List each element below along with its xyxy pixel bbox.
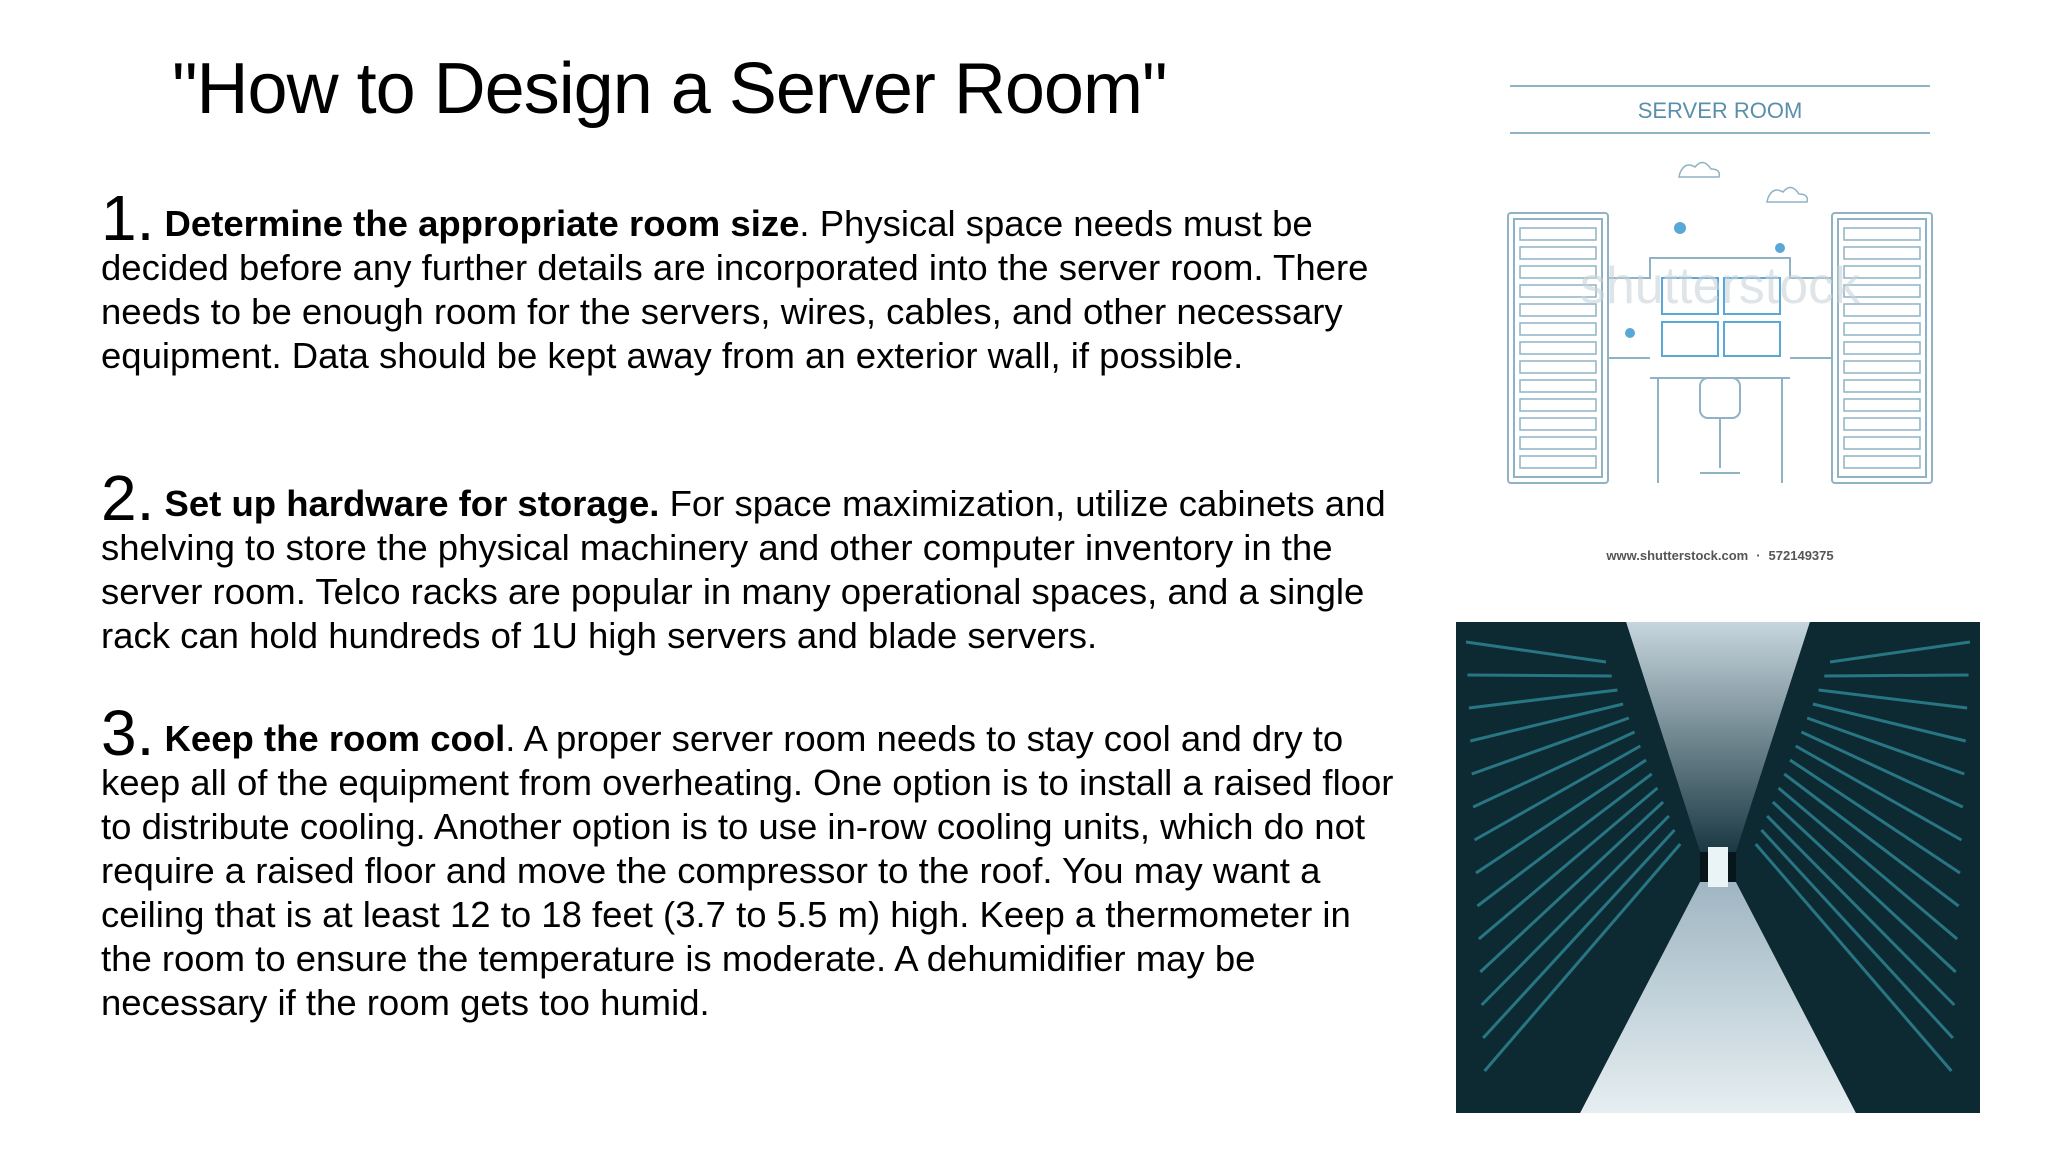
point-2-number: 2. — [101, 462, 155, 534]
rack-slot — [1844, 399, 1920, 411]
slide-title: "How to Design a Server Room" — [172, 49, 1167, 129]
rack-slot — [1844, 342, 1920, 354]
rack-slot — [1520, 323, 1596, 335]
rack-slot — [1844, 228, 1920, 240]
point-3 — [101, 697, 1401, 1025]
rack-slot — [1520, 437, 1596, 449]
point-1-lead: Determine the appropriate room size — [164, 203, 800, 244]
rack-slot — [1844, 361, 1920, 373]
point-1-number: 1. — [101, 182, 155, 254]
rack-slot — [1844, 437, 1920, 449]
watermark-text: shutterstock — [1579, 257, 1861, 315]
point-3-lead: Keep the room cool — [164, 718, 506, 759]
illustration-credit — [1500, 548, 1940, 563]
point-1 — [101, 182, 1401, 378]
rack-slot — [1520, 456, 1596, 468]
rack-slot — [1520, 399, 1596, 411]
rack-slot — [1520, 418, 1596, 430]
rack-slot — [1520, 380, 1596, 392]
point-2 — [101, 462, 1401, 658]
credit-site: www.shutterstock.com — [1606, 548, 1749, 563]
rack-slot — [1520, 342, 1596, 354]
point-3-lead-punct: . — [505, 718, 516, 759]
credit-separator: · — [1756, 548, 1761, 563]
rack-slot — [1844, 323, 1920, 335]
rack-slot — [1520, 361, 1596, 373]
cable-line — [1824, 675, 1968, 676]
rack-slot — [1520, 228, 1596, 240]
server-room-illustration — [1500, 78, 1940, 498]
point-1-lead-punct: . — [799, 203, 810, 244]
rack-slot — [1844, 456, 1920, 468]
cable-line — [1467, 675, 1611, 676]
point-2-text: For space maximization, utilize cabinets and shelving to store the physical machinery and other computer inventory in the server room. Telco racks are popular in many operational spaces, and a single rack can hold hundreds of 1U high servers and blade servers. — [101, 483, 1386, 656]
point-2-lead: Set up hardware for storage. — [164, 483, 660, 524]
illustration-heading: SERVER ROOM — [1637, 98, 1803, 123]
server-aisle-photo — [1456, 622, 1980, 1113]
rack-slot — [1844, 380, 1920, 392]
point-3-text: A proper server room needs to stay cool and dry to keep all of the equipment from overheating. One option is to install a raised floor to distribute cooling. Another option is to use in-row cooling units, which do not require a raised floor and move the compressor to the roof. You may want a ceiling that is at least 12 to 18 feet (3.7 to 5.5 m) high. Keep a thermometer in the room to ensure the temperature is moderate. A dehumidifier may be necessary if the room gets too humid. — [101, 718, 1394, 1023]
point-3-number: 3. — [101, 697, 155, 769]
rack-slot — [1844, 418, 1920, 430]
credit-id: 572149375 — [1768, 548, 1834, 563]
point-1-text: Physical space needs must be decided before any further details are incorporated into the server room. There needs to be enough room for the servers, wires, cables, and other necessary equipment. Data should be kept away from an exterior wall, if possible. — [101, 203, 1369, 376]
